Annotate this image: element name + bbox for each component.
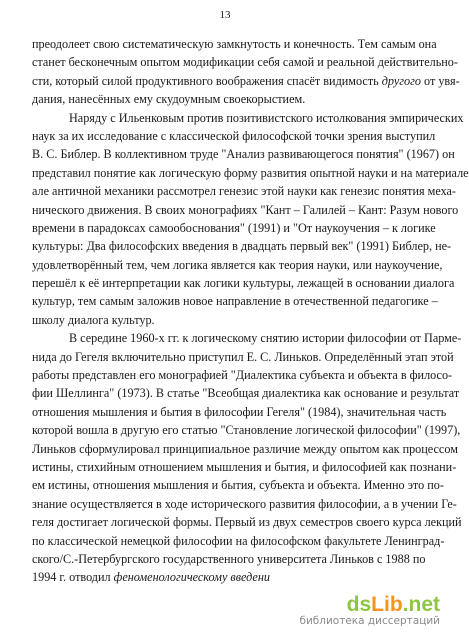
text-line: отношения мышления и бытия в философии Гегеля" (1984), значительная часть (32, 404, 447, 419)
text-line: преодолеет свою систематическую замкнутость и конечность. Тем самым она (32, 37, 437, 51)
text-line: удовлетворённый тем, чем логика является как теория науки, или наукоучение, (32, 257, 443, 272)
page-number: 13 (219, 9, 231, 21)
text-line: фии Шеллинга" (1973). В статье "Всеобщая диалектика как основание и результат (32, 386, 460, 401)
watermark-subtitle: библиотека диссертаций (299, 615, 440, 627)
watermark (296, 591, 446, 633)
text-line: нида до Гегеля включительно приступил Е. С. Линьков. Определённый этап этой (32, 349, 454, 364)
text-line: школу диалога культур. (32, 312, 155, 327)
paragraph (32, 109, 469, 330)
text-line: В. С. Библер. В коллективном труде "Анализ развивающегося понятия" (1967) он (32, 147, 455, 162)
text-line: истины, стихийным отношением мышления и бытия, и философией как познани- (32, 459, 457, 474)
dslib-logo (300, 591, 440, 615)
italic-text: феноменологическому введени (113, 570, 270, 585)
paragraph (32, 35, 460, 109)
text-line: перешёл к её интерпретации как логики культуры, лежащей в основании диалога (32, 276, 455, 291)
text-line: по классической немецкой философии на философском факультете Ленинград- (32, 533, 445, 548)
italic-text: другого (381, 73, 421, 88)
text-line: наук за их исследование с классической философской точки зрения выступил (32, 128, 436, 143)
text-line: сти, который силой продуктивного воображения спасёт видимость другого от увя- (32, 73, 460, 88)
text-line: станет бесконечным опытом модификации себя самой и реальной действительно- (32, 55, 458, 70)
text-line: которой вошла в другую его статью "Становление логической философии" (1997), (32, 423, 461, 438)
svg-text:dsLib.net: dsLib.net (346, 593, 440, 616)
text-line: времени в парадоксах самообоснования" (1991) и "От наукоучения – к логике (32, 220, 436, 235)
text-line: ем истины, отношения мышления и бытия, субъекта и объекта. Именно это по- (32, 478, 444, 493)
text-line: В середине 1960-х гг. к логическому снятию истории философии от Парме- (69, 331, 462, 346)
text-body (32, 35, 469, 587)
text-line: 1994 г. отводил феноменологическому введени (32, 570, 270, 585)
paragraph (32, 329, 462, 586)
text-line: культуры: Два философских введения в двадцать первый век" (1991) Библер, не- (32, 239, 452, 254)
text-line: представил понятие как логическую форму развития опытной науки и на материале (32, 165, 469, 180)
text-line: але античной механики рассмотрел генезис этой науки как генезис понятия меха- (32, 184, 456, 199)
text-line: дания, нанесённых ему скудоумным своекорыстием. (32, 92, 306, 107)
text-line: работы представлен его монографией "Диалектика субъекта и объекта в филосо- (32, 368, 453, 383)
text-line: ского/С.-Петербургского государственного университета Линьков с 1988 по (32, 551, 426, 566)
text-line: знание осуществляется в ходе исторического развития философии, а в учении Ге- (32, 496, 457, 511)
text-line: культур, тем самым заложив новое направление в отечественной педагогике – (32, 294, 438, 309)
text-line: нического движения. В своих монографиях "Кант – Галилей – Кант: Разум нового (32, 202, 459, 217)
text-line: Наряду с Ильенковым против позитивистского истолкования эмпирических (69, 110, 464, 125)
text-line: Линьков сформулировал принципиальное различие между опытом как процессом (32, 441, 458, 456)
text-line: геля достигает логической формы. Первый из двух семестров своего курса лекций (32, 515, 462, 530)
